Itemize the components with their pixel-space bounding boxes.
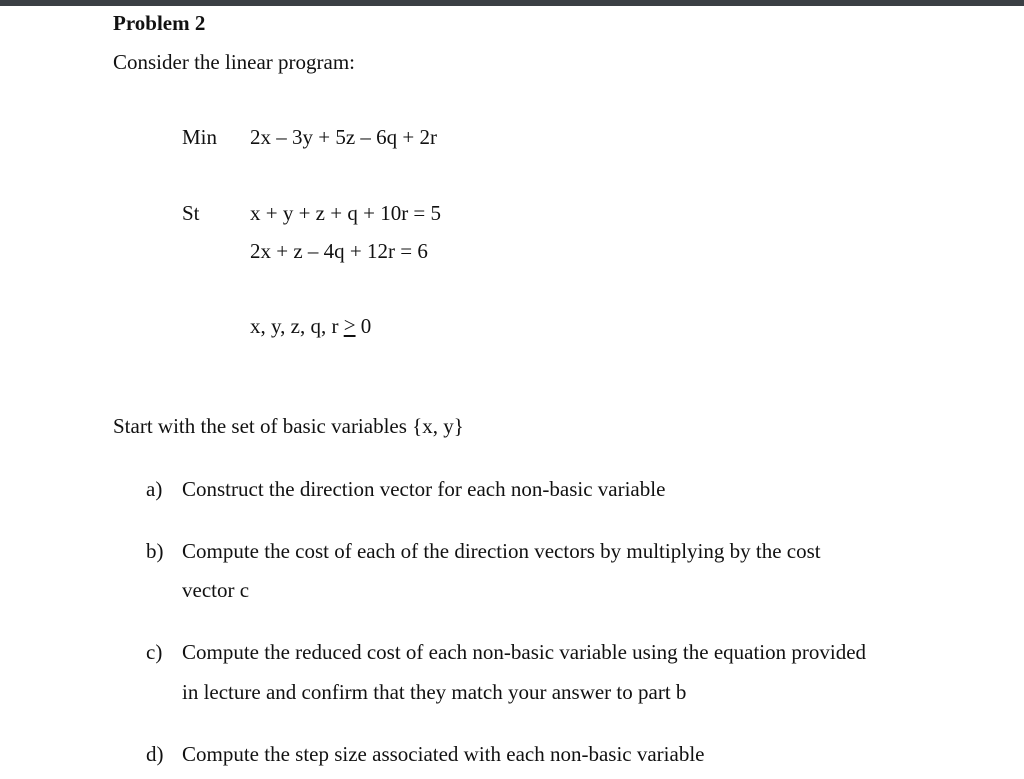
part-a-line-1: Construct the direction vector for each non-basic variable (182, 477, 666, 501)
part-d-marker: d) (146, 742, 164, 766)
constraint-row-2: 2x + z – 4q + 12r = 6 (250, 239, 428, 263)
problem-heading: Problem 2 (113, 11, 206, 35)
nonnegativity-vars: x, y, z, q, r (250, 314, 339, 338)
objective-expression: 2x – 3y + 5z – 6q + 2r (250, 125, 438, 149)
part-b-line-2: vector c (182, 578, 250, 602)
greater-equal-symbol: > (343, 313, 356, 337)
part-c-line-2: in lecture and confirm that they match your answer to part b (182, 680, 687, 704)
intro-text: Consider the linear program: (113, 50, 356, 74)
part-d-line-1: Compute the step size associated with each non-basic variable (182, 742, 705, 766)
part-c-marker: c) (146, 640, 163, 664)
objective-label: Min (182, 125, 218, 149)
document-page (0, 6, 1024, 779)
constraint-row-1: x + y + z + q + 10r = 5 (250, 201, 442, 225)
start-text: Start with the set of basic variables {x, y} (113, 414, 464, 438)
nonnegativity-constraint (250, 314, 371, 338)
part-c-line-1: Compute the reduced cost of each non-basic variable using the equation provided (182, 640, 867, 664)
nonnegativity-rhs: 0 (355, 314, 372, 338)
part-b-marker: b) (146, 539, 164, 563)
part-b-line-1: Compute the cost of each of the direction vectors by multiplying by the cost (182, 539, 821, 563)
part-a-marker: a) (146, 477, 163, 501)
constraints-label: St (182, 201, 200, 225)
